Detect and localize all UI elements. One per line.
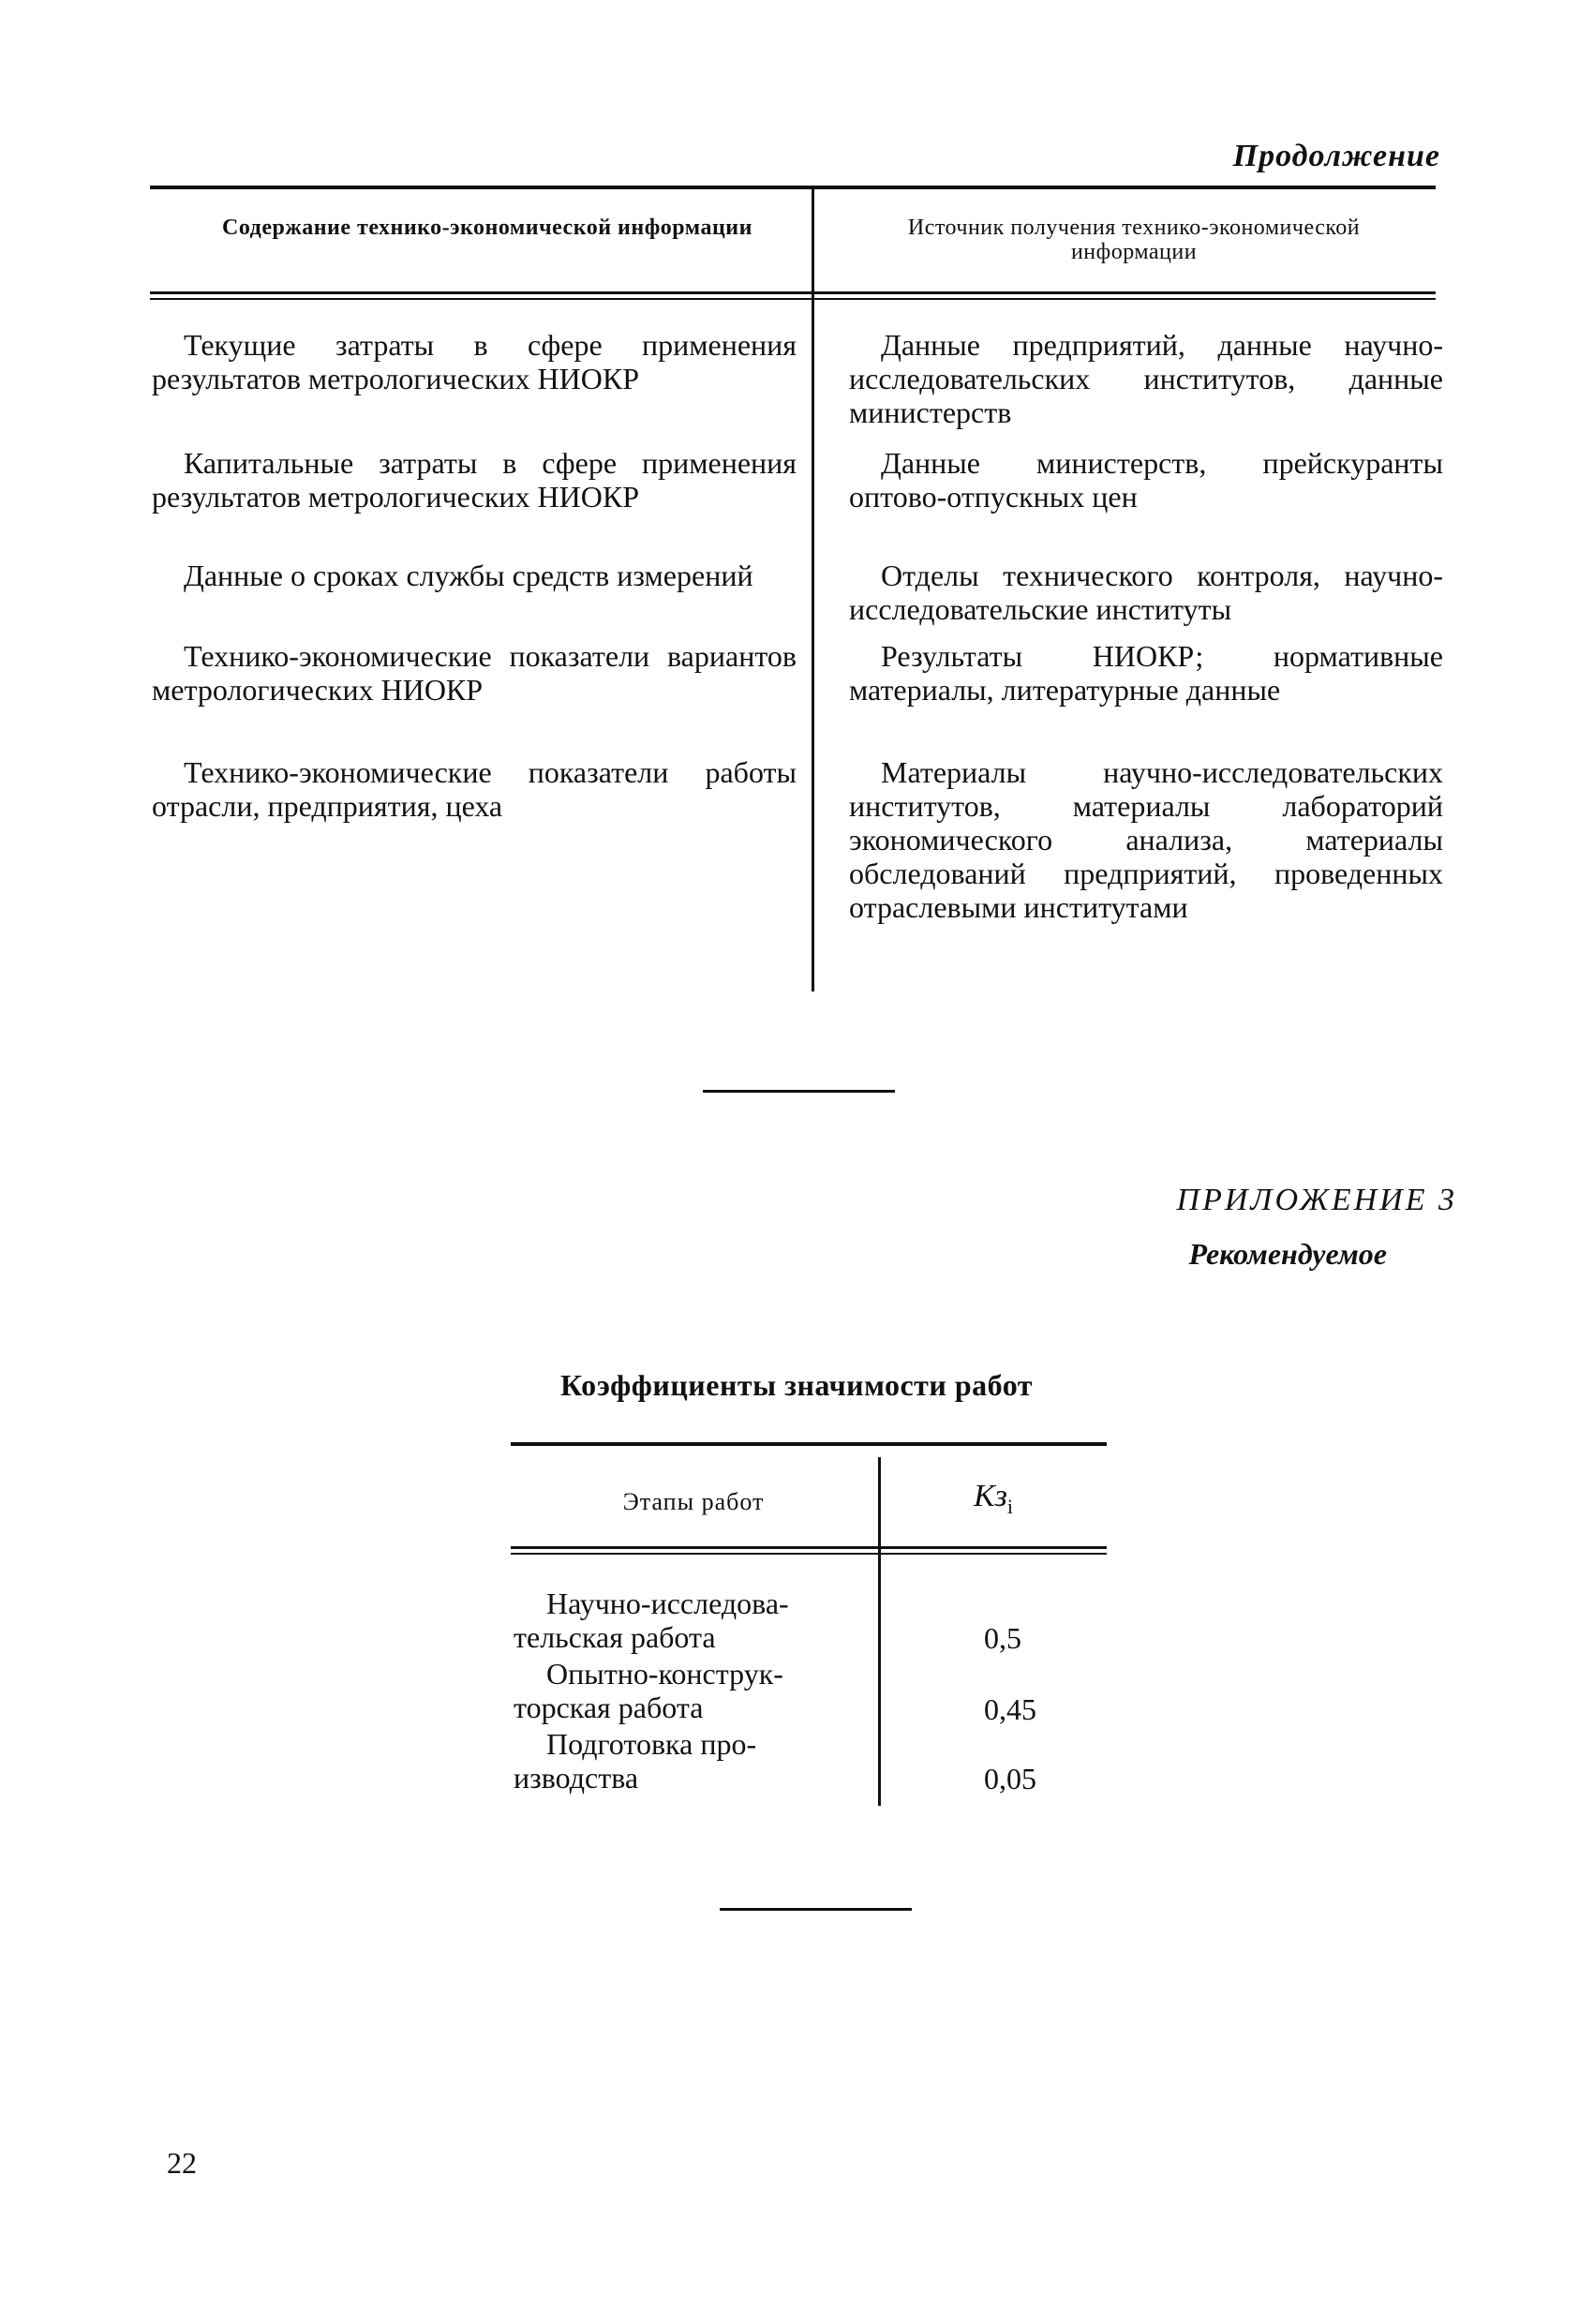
table1-header-rule-2 <box>150 298 1436 300</box>
table2-title: Коэффициенты значимости работ <box>560 1368 1033 1402</box>
continuation-label: Продолжение <box>1232 139 1440 173</box>
stage-line1: Научно-исследова- <box>546 1587 789 1620</box>
table2-row3-stage <box>514 1727 832 1795</box>
table1-row5-content: Технико-экономические показатели работы отрасли, предприятия, цеха <box>152 755 797 823</box>
table1-row4-content: Технико-экономические показатели вариантов метрологических НИОКР <box>152 639 797 707</box>
coefficient-subscript: i <box>1006 1494 1014 1518</box>
table2-row2-stage <box>514 1657 832 1724</box>
stage-line1: Опытно-конструк- <box>546 1657 783 1691</box>
table2-row2-value: 0,45 <box>984 1692 1036 1726</box>
stage-line1: Подготовка про- <box>546 1727 757 1761</box>
table2-row1-value: 0,5 <box>984 1621 1021 1655</box>
stage-line2: тельская работа <box>514 1620 716 1654</box>
coefficient-symbol: Kз <box>973 1479 1007 1513</box>
table1-column-divider <box>812 187 814 991</box>
table2-header-rule-2 <box>511 1553 1107 1555</box>
appendix-title: ПРИЛОЖЕНИЕ 3 <box>1176 1183 1457 1217</box>
table2-column-divider <box>878 1457 881 1806</box>
table1-row3-source: Отделы технического контроля, научно-исследовательские институты <box>849 559 1443 626</box>
table1-header-source: Источник получения технико-экономической информации <box>907 216 1361 264</box>
page-number: 22 <box>167 2146 197 2180</box>
table2-header-rule <box>511 1546 1107 1549</box>
table1-top-rule <box>150 186 1436 189</box>
bottom-separator <box>720 1908 912 1911</box>
table1-header-rule <box>150 291 1436 294</box>
table2-row3-value: 0,05 <box>984 1762 1036 1795</box>
table1-row5-source: Материалы научно-исследовательских институтов, материалы лабораторий экономического анализа, материалы обследований предприятий, проведенных отраслевыми институтами <box>849 755 1443 924</box>
table1-header-content: Содержание технико-экономической информации <box>222 216 752 240</box>
table1-row3-content: Данные о сроках службы средств измерений <box>184 559 753 592</box>
stage-line2: торская работа <box>514 1691 704 1724</box>
table2-header-stages: Этапы работ <box>622 1488 765 1515</box>
table1-row1-source: Данные предприятий, данные научно-исследовательских институтов, данные министерств <box>849 328 1443 429</box>
table1-row2-source: Данные министерств, прейскуранты оптово-отпускных цен <box>849 446 1443 514</box>
stage-line2: изводства <box>514 1761 639 1795</box>
table1-row1-content: Текущие затраты в сфере применения результатов метрологических НИОКР <box>152 328 797 395</box>
table2-top-rule <box>511 1442 1107 1446</box>
section-separator <box>703 1090 895 1093</box>
table2-header-coefficient <box>886 1479 1101 1519</box>
table1-row4-source: Результаты НИОКР; нормативные материалы, литературные данные <box>849 639 1443 707</box>
table1-row2-content: Капитальные затраты в сфере применения результатов метрологических НИОКР <box>152 446 797 514</box>
appendix-status: Рекомендуемое <box>1188 1237 1387 1271</box>
table2-row1-stage <box>514 1587 832 1654</box>
